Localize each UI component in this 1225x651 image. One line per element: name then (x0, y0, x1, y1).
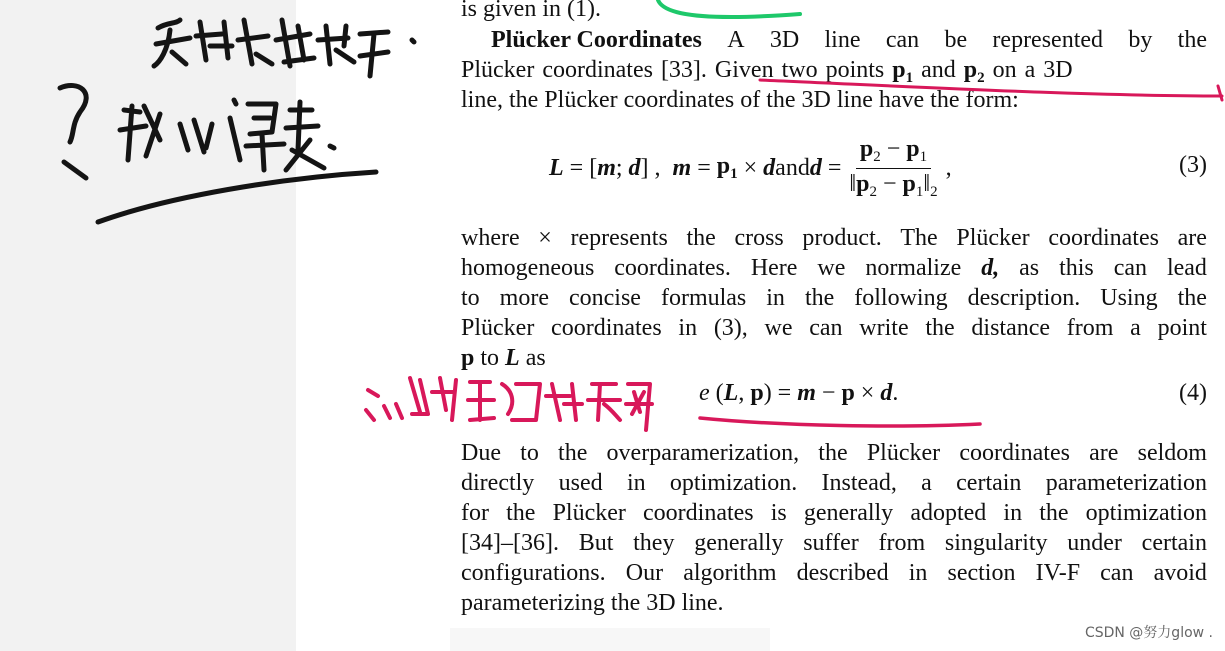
point-p2: $p_2$ (963, 57, 985, 86)
watermark: CSDN @努力glow . (1084, 625, 1213, 641)
w: Using (1100, 285, 1158, 311)
w: coordinates (959, 440, 1070, 466)
text-line (461, 558, 1207, 588)
w: can (1100, 560, 1134, 586)
w: from (1066, 315, 1114, 341)
w: coordinates. (614, 255, 731, 281)
w: Due (461, 440, 501, 466)
w: avoid (1153, 560, 1207, 586)
text-line (461, 468, 1207, 498)
eq-text: = (821, 154, 842, 181)
w: algorithm (683, 560, 777, 586)
equation-4 (461, 380, 1207, 414)
w: distance (971, 315, 1051, 341)
w: the (818, 440, 848, 466)
w: formulas (660, 285, 747, 311)
w: be (944, 27, 968, 53)
w: the (1177, 27, 1207, 53)
text-line (461, 283, 1207, 313)
w: Instead, (821, 470, 897, 496)
w: in (908, 560, 928, 586)
w: the (925, 315, 955, 341)
w: more (499, 285, 549, 311)
text-line: parameterizing the 3D line. (461, 590, 724, 616)
text-line: p to L as (461, 345, 546, 371)
span: on a 3D (984, 57, 1073, 83)
w: singularity (944, 530, 1048, 556)
w: certain (1141, 530, 1207, 556)
eq-symbol: L (549, 154, 564, 181)
page-bottom-edge (450, 628, 770, 651)
w: description. (967, 285, 1081, 311)
w: normalize (865, 255, 962, 281)
heading-line (461, 25, 1207, 55)
w: Our (625, 560, 664, 586)
w: homogeneous (461, 255, 595, 281)
equation-number: (3) (1179, 152, 1207, 178)
w: for (461, 500, 489, 526)
w: in (1003, 500, 1023, 526)
w: can (809, 315, 843, 341)
eq-symbol: $p_1$ (716, 153, 738, 182)
w: (3), (713, 315, 748, 341)
fraction (845, 136, 941, 201)
w: a (1130, 315, 1141, 341)
w: is (770, 500, 787, 526)
w: adopted (910, 500, 987, 526)
eq-symbol: m (672, 154, 692, 181)
w: configurations. (461, 560, 606, 586)
w: described (796, 560, 889, 586)
eq-text: ] , (640, 154, 673, 181)
w: they (633, 530, 675, 556)
text-line (461, 438, 1207, 468)
eq-text: , (945, 154, 952, 181)
w: write (859, 315, 909, 341)
eq-symbol: p (841, 380, 855, 406)
w: in (766, 285, 785, 311)
w: under (1067, 530, 1122, 556)
w: in (678, 315, 698, 341)
w: overparamerization, (606, 440, 800, 466)
w: to (461, 285, 480, 311)
w: are (1089, 440, 1119, 466)
w: coordinates (643, 500, 754, 526)
w: can (885, 27, 920, 53)
w: d, (981, 255, 1000, 281)
w: Here (750, 255, 798, 281)
text-line: line, the Plücker coordinates of the 3D line have the form: (461, 87, 1019, 113)
w: IV-F (1035, 560, 1081, 586)
w: represents (570, 225, 668, 251)
w: point (1157, 315, 1207, 341)
point-p1: $p_1$ (892, 57, 914, 86)
w: 3D (769, 27, 800, 53)
w: Plücker (552, 500, 626, 526)
w: optimization. (669, 470, 798, 496)
eq-symbol: d (880, 380, 893, 406)
w: can (1113, 255, 1148, 281)
equation-number: (4) (1179, 380, 1207, 406)
w: where (461, 225, 520, 251)
w: Plücker (461, 315, 535, 341)
w: optimization (1085, 500, 1207, 526)
eq-symbol: d (628, 154, 641, 181)
equation-4-body: e (L, p) = m − p × d. (699, 380, 899, 406)
text-line (461, 313, 1207, 343)
w: we (764, 315, 793, 341)
eq-text: = (691, 154, 717, 181)
w: × (538, 225, 552, 251)
w: Plücker (866, 440, 941, 466)
w: represented (992, 27, 1104, 53)
w: in (626, 470, 646, 496)
w: line (824, 27, 861, 53)
w: generally (694, 530, 784, 556)
section-heading: Plücker Coordinates (491, 27, 702, 53)
w: lead (1166, 255, 1207, 281)
w: coordinates (551, 315, 662, 341)
w: product. (802, 225, 882, 251)
equation-3 (461, 135, 1207, 202)
w: this (1059, 255, 1094, 281)
point-p: p (461, 345, 475, 371)
eq-symbol: e (699, 380, 710, 406)
w: following (854, 285, 948, 311)
w: the (686, 225, 716, 251)
eq-symbol: m (597, 154, 616, 181)
w: cross (734, 225, 784, 251)
line-L: L (505, 345, 520, 371)
w: the (1039, 500, 1069, 526)
w: But (578, 530, 614, 556)
eq-text: × (737, 154, 764, 181)
w: to (520, 440, 539, 466)
span: and (913, 57, 964, 83)
w: a (921, 470, 932, 496)
w: concise (568, 285, 641, 311)
fraction-numerator: $p_2 - p_1$ (856, 136, 931, 169)
eq-text: = [ (563, 154, 598, 181)
w: the (804, 285, 835, 311)
w: used (558, 470, 603, 496)
w: by (1128, 27, 1153, 53)
w: seldom (1137, 440, 1207, 466)
eq-symbol: d (763, 154, 776, 181)
w: coordinates (1048, 225, 1159, 251)
eq-and: and (775, 154, 810, 181)
w: directly (461, 470, 535, 496)
text-line: is given in (1). (461, 0, 601, 22)
w: A (727, 27, 745, 53)
w: as (1019, 255, 1040, 281)
w: The (900, 225, 938, 251)
w: section (947, 560, 1016, 586)
eq-text: ; (615, 154, 629, 181)
w: [34]–[36]. (461, 530, 559, 556)
eq-symbol: d (809, 154, 822, 181)
text-line (461, 528, 1207, 558)
w: generally (803, 500, 894, 526)
text-line (461, 253, 1207, 283)
text-line (461, 498, 1207, 528)
notes-margin (0, 0, 296, 651)
fraction-denominator: $‖p_2$ − $p_1‖_2$ (849, 170, 938, 200)
eq-symbol: m (797, 380, 816, 406)
w: the (1177, 285, 1207, 311)
w: from (878, 530, 926, 556)
w: parameterization (1045, 470, 1207, 496)
w: the (506, 500, 536, 526)
w: certain (956, 470, 1022, 496)
span: Plücker coordinates [33]. Given two points (461, 57, 893, 83)
w: suffer (803, 530, 859, 556)
equation-3-body (549, 135, 952, 200)
w: we (817, 255, 846, 281)
w: Plücker (956, 225, 1030, 251)
w: are (1177, 225, 1207, 251)
eq-symbol: L (723, 380, 739, 406)
w: the (558, 440, 588, 466)
eq-symbol: p (750, 380, 764, 406)
text-line (461, 223, 1207, 253)
